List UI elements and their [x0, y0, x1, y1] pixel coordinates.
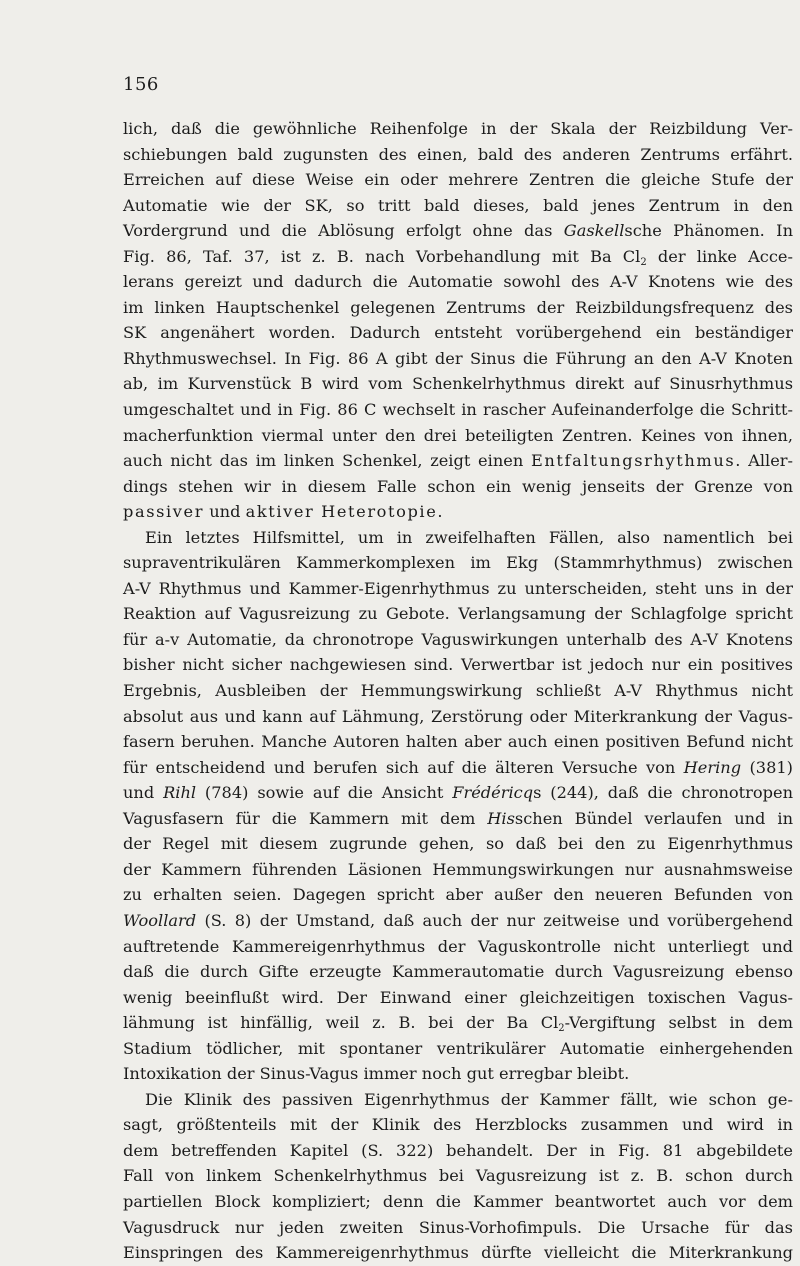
text-line — [123, 550, 793, 576]
text-line — [123, 193, 793, 219]
text-segment: Hering — [683, 757, 742, 777]
text-line — [123, 1010, 793, 1036]
text-segment: lich, daß die gewöhnliche Reihenfolge in der Skala der Reizbildung Ver- — [123, 119, 793, 138]
text-segment: Die Klinik des passiven Eigenrhythmus der Kammer fällt, wie schon ge- — [145, 1089, 793, 1109]
text-segment: Vordergrund und die Ablösung erfolgt ohne das — [123, 221, 564, 241]
text-segment: -Vergiftung selbst in dem — [564, 1013, 793, 1033]
text-segment: macherfunktion viermal unter den drei beteiligten Zentren. Keines von ihnen, — [123, 425, 793, 445]
text-line — [123, 729, 793, 755]
text-segment: lähmung ist hinfällig, weil z. B. bei der Ba Cl — [123, 1013, 559, 1033]
text-segment: Rhythmuswechsel. In Fig. 86 A gibt der Sinus die Führung an den A-V Knoten — [123, 348, 793, 368]
text-segment: s (244), daß die chronotropen — [533, 783, 793, 803]
text-line — [123, 448, 793, 474]
text-segment: der Kammern führenden Läsionen Hemmungswirkungen nur ausnahmsweise — [123, 859, 793, 879]
text-segment: der linke Acce- — [646, 246, 793, 266]
text-segment: . — [437, 502, 443, 522]
text-line — [123, 499, 793, 525]
text-segment: (784) sowie auf die Ansicht — [196, 783, 453, 803]
text-segment: und — [204, 502, 246, 522]
text-segment: der Regel mit diesem zugrunde gehen, so daß bei den zu Eigenrhythmus — [123, 834, 793, 854]
text-segment: absolut aus und kann auf Lähmung, Zerstörung oder Miterkrankung der Vagus- — [123, 706, 793, 726]
text-line — [123, 474, 793, 500]
text-line — [123, 320, 793, 346]
text-segment: Frédéricq — [452, 783, 534, 803]
text-line — [123, 295, 793, 321]
text-segment: Gaskell — [563, 221, 625, 241]
page-number: 156 — [123, 74, 159, 95]
text-line — [123, 525, 793, 551]
text-line — [123, 882, 793, 908]
text-line — [123, 831, 793, 857]
text-segment: sagt, größtenteils mit der Klinik des Herzblocks zusammen und wird in — [123, 1115, 793, 1135]
text-segment: (S. 8) der Umstand, daß auch der nur zeitweise und vorübergehend — [196, 910, 793, 930]
text-segment: sche Phänomen. In — [624, 221, 794, 241]
text-line — [123, 116, 793, 142]
text-segment: dings stehen wir in diesem Falle schon ein wenig jenseits der Grenze von — [123, 476, 793, 496]
text-line — [123, 244, 793, 270]
text-segment: aktiver Heterotopie — [245, 502, 438, 522]
text-segment: ab, im Kurvenstück B wird vom Schenkelrhythmus direkt auf Sinusrhythmus — [123, 374, 793, 394]
text-line — [123, 269, 793, 295]
text-segment: . Aller- — [735, 451, 793, 471]
text-segment: auch nicht das im linken Schenkel, zeigt einen — [123, 451, 531, 471]
text-segment: SK angenähert worden. Dadurch entsteht vorübergehend ein beständiger — [123, 323, 793, 343]
text-line — [123, 1061, 793, 1087]
text-line — [123, 959, 793, 985]
text-segment: Vagusfasern für die Kammern mit dem — [123, 808, 488, 828]
text-segment: partiellen Block kompliziert; denn die Kammer beantwortet auch vor dem — [123, 1191, 793, 1211]
text-segment: Rihl — [163, 783, 197, 803]
text-segment: Vagusdruck nur jeden zweiten Sinus-Vorhofimpuls. Die Ursache für das — [123, 1217, 793, 1237]
text-segment: zu erhalten seien. Dagegen spricht aber außer den neueren Befunden von — [123, 885, 793, 905]
text-line — [123, 1215, 793, 1241]
text-line — [123, 167, 793, 193]
text-line — [123, 423, 793, 449]
text-segment: Ein letztes Hilfsmittel, um in zweifelhaften Fällen, also namentlich bei — [145, 527, 793, 547]
text-segment: A-V Rhythmus und Kammer-Eigenrhythmus zu unterscheiden, steht uns in der — [123, 578, 793, 598]
text-line — [123, 1112, 793, 1138]
text-segment: Automatie wie der SK, so tritt bald dieses, bald jenes Zentrum in den — [123, 195, 793, 215]
text-segment: (381) — [741, 757, 793, 777]
text-line — [123, 857, 793, 883]
text-line — [123, 1087, 793, 1113]
text-segment: Fig. 86, Taf. 37, ist z. B. nach Vorbehandlung mit Ba Cl — [123, 246, 641, 266]
text-line — [123, 1163, 793, 1189]
text-line — [123, 780, 793, 806]
text-line — [123, 755, 793, 781]
text-segment: auftretende Kammereigenrhythmus der Vaguskontrolle nicht unterliegt und — [123, 936, 793, 956]
text-line — [123, 346, 793, 372]
text-line — [123, 601, 793, 627]
text-segment: im linken Hauptschenkel gelegenen Zentrums der Reizbildungsfrequenz des — [123, 297, 793, 317]
text-segment: schiebungen bald zugunsten des einen, bald des anderen Zentrums erfährt. — [123, 144, 793, 164]
text-line — [123, 576, 793, 602]
text-line — [123, 1138, 793, 1164]
text-segment: bisher nicht sicher nachgewiesen sind. Verwertbar ist jedoch nur ein positives — [123, 655, 793, 675]
body-text — [123, 116, 793, 1266]
text-segment: Woollard — [123, 910, 197, 930]
text-line — [123, 652, 793, 678]
text-segment: Reaktion auf Vagusreizung zu Gebote. Verlangsamung der Schlagfolge spricht — [123, 604, 793, 624]
text-segment: umgeschaltet und in Fig. 86 C wechselt in rascher Aufeinanderfolge die Schritt- — [123, 400, 793, 420]
text-line — [123, 934, 793, 960]
text-line — [123, 1036, 793, 1062]
text-line — [123, 1189, 793, 1215]
text-segment: und — [123, 783, 164, 803]
text-line — [123, 371, 793, 397]
text-segment: für entscheidend und berufen sich auf die älteren Versuche von — [123, 757, 684, 777]
text-line — [123, 704, 793, 730]
text-segment: Intoxikation der Sinus-Vagus immer noch gut erregbar bleibt. — [123, 1064, 630, 1084]
text-line — [123, 627, 793, 653]
text-segment: schen Bündel verlaufen und in — [514, 808, 793, 828]
text-segment: fasern beruhen. Manche Autoren halten aber auch einen positiven Befund nicht — [123, 732, 793, 752]
text-line — [123, 908, 793, 934]
text-segment: Stadium tödlicher, mit spontaner ventrikulärer Automatie einhergehenden — [123, 1038, 793, 1058]
text-line — [123, 985, 793, 1011]
text-segment: passiver — [123, 502, 205, 522]
text-segment: dem betreffenden Kapitel (S. 322) behandelt. Der in Fig. 81 abgebildete — [123, 1140, 793, 1160]
text-segment: Entfaltungsrhythmus — [530, 451, 736, 471]
text-segment: lerans gereizt und dadurch die Automatie sowohl des A-V Knotens wie des — [123, 272, 793, 292]
text-segment: für a-v Automatie, da chronotrope Vaguswirkungen unterhalb des A-V Knotens — [123, 629, 793, 649]
text-line — [123, 218, 793, 244]
text-segment: 2 — [558, 1023, 565, 1035]
text-line — [123, 397, 793, 423]
text-line — [123, 678, 793, 704]
text-segment: Einspringen des Kammereigenrhythmus dürfte vielleicht die Miterkrankung — [123, 1243, 793, 1263]
text-line — [123, 142, 793, 168]
text-segment: His — [487, 808, 515, 828]
text-segment: Fall von linkem Schenkelrhythmus bei Vagusreizung ist z. B. schon durch — [123, 1166, 793, 1186]
text-segment: wenig beeinflußt wird. Der Einwand einer gleichzeitigen toxischen Vagus- — [123, 987, 793, 1007]
text-line — [123, 806, 793, 832]
text-segment: daß die durch Gifte erzeugte Kammerautomatie durch Vagusreizung ebenso — [123, 962, 793, 982]
text-line — [123, 1240, 793, 1266]
text-segment: Ergebnis, Ausbleiben der Hemmungswirkung schließt A-V Rhythmus nicht — [123, 681, 793, 701]
text-segment: supraventrikulären Kammerkomplexen im Ekg (Stammrhythmus) zwischen — [123, 553, 793, 573]
text-segment: 2 — [640, 256, 647, 268]
text-segment: Erreichen auf diese Weise ein oder mehrere Zentren die gleiche Stufe der — [123, 170, 793, 190]
